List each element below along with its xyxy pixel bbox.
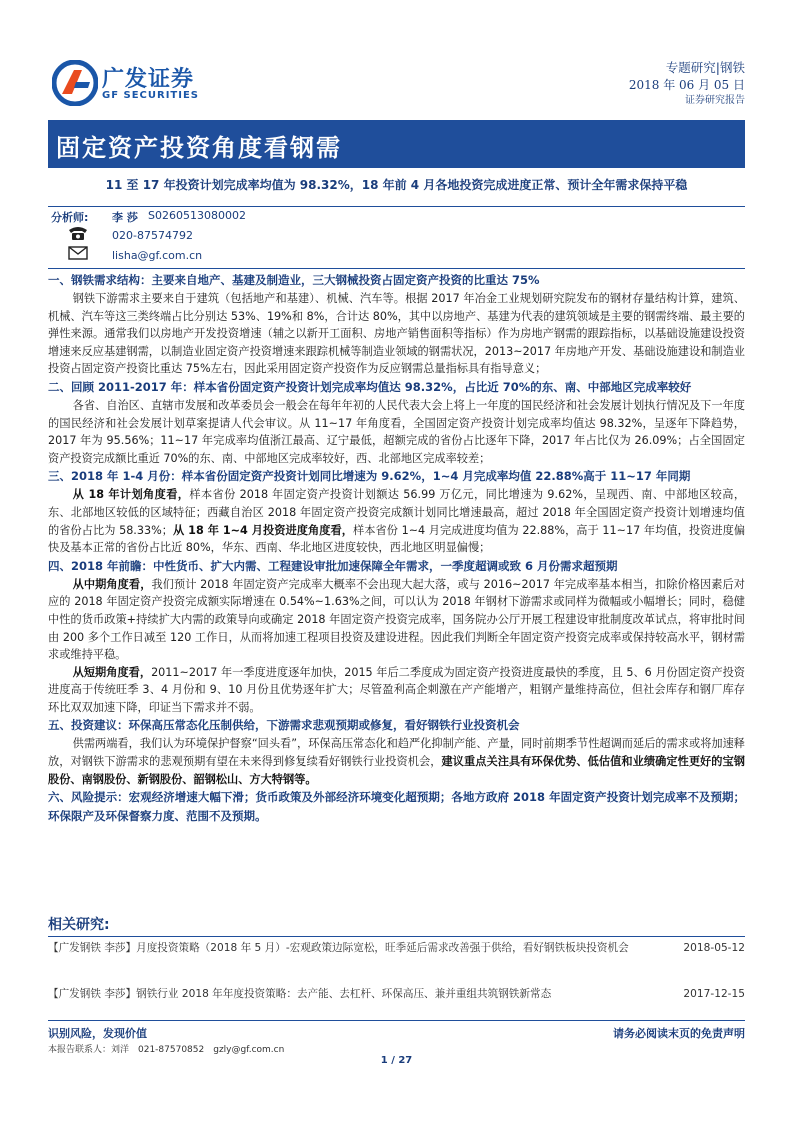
para-4b-body: 2011~2017 年一季度进度逐年加快，2015 年后二季度成为固定资产投资进度最快的季度，且 5、6 月份固定资产投资进度高于传统旺季 3、4 月份和 9、10 月份且优势逐年扩大；尽管盈利高企刺激在产产能增产，粗钢产量维持高位，但社会库存和钢厂库存环比双双加速下降，印证当下需求并不弱。	[48, 665, 745, 714]
report-type: 证券研究报告	[685, 95, 745, 106]
section-heading-6: 六、风险提示：宏观经济增速大幅下滑；货币政策及外部经济环境变化超预期；各地方政府 2018 年固定资产投资计划完成率不及预期；环保限产及环保督察力度、范围不及预期。	[48, 790, 745, 824]
phone-icon	[68, 225, 88, 241]
section-para-5	[48, 735, 745, 788]
page-title: 固定资产投资角度看钢需	[56, 134, 342, 162]
analyst-name: 李 莎	[112, 211, 138, 224]
related-item-date: 2017-12-15	[683, 988, 745, 1000]
email-icon	[68, 246, 88, 260]
footer-slogan: 识别风险，发现价值	[48, 1027, 147, 1040]
related-item[interactable]	[48, 984, 745, 1005]
related-item-text[interactable]: 【广发钢铁 李莎】钢铁行业 2018 年年度投资策略：去产能、去杠杆、环保高压、兼并重组共筑钢铁新常态	[48, 988, 552, 1000]
brand-name-en: GF SECURITIES	[102, 90, 200, 101]
footer-disclaimer-note: 请务必阅读末页的免责声明	[613, 1027, 745, 1040]
section-para-2: 各省、自治区、直辖市发展和改革委员会一般会在每年年初的人民代表大会上将上一年度的国民经济和社会发展计划执行情况及下一年度的国民经济和社会发展计划草案提请人代会审议。从 11~17 年角度看，全国固定资产投资计划完成率均值达 98.32%，呈逐年下降趋势，2017 年为 95.56%；11~17 年完成率均值浙江最高、辽宁最低，超额完成的省份占比逐年下降，2017 年占比仅为 26.09%；占全国固定资产投资完成额比重近 70%的东、南、中部地区完成率较好，西、北部地区完成率较差；	[48, 398, 745, 465]
analyst-cert-id: S0260513080002	[148, 209, 246, 222]
brand-name-cn: 广发证券	[102, 67, 195, 92]
page-footer	[48, 1020, 745, 1055]
report-subtitle: 11 至 17 年投资计划完成率均值为 98.32%，18 年前 4 月各地投资完成进度正常、预计全年需求保持平稳	[105, 178, 688, 192]
report-header-info	[629, 60, 745, 108]
section-heading-2: 二、回顾 2011-2017 年：样本省份固定资产投资计划完成率均值达 98.32%，占比近 70%的东、南、中部地区完成率较好	[48, 379, 692, 394]
related-item-date: 2018-05-12	[683, 942, 745, 954]
analyst-phone: 020-87574792	[112, 229, 193, 242]
section-para-4a	[48, 576, 745, 664]
section-heading-4: 四、2018 年前瞻：中性货币、扩大内需、工程建设审批加速保障全年需求，一季度超调或致 6 月份需求超预期	[48, 558, 618, 573]
section-heading-3: 三、2018 年 1-4 月份：样本省份固定资产投资计划同比增速为 9.62%，1~4 月完成率均值 22.88%高于 11~17 年同期	[48, 469, 691, 484]
section-heading-1: 一、钢铁需求结构：主要来自地产、基建及制造业，三大钢械投资占固定资产投资的比重达 75%	[48, 273, 540, 287]
section-heading-5: 五、投资建议：环保高压常态化压制供给，下游需求悲观预期或修复，看好钢铁行业投资机会	[48, 718, 520, 733]
para-4b-lead: 从短期角度看，	[72, 665, 152, 679]
para-3-tail: 样本省份 1~4 月完成进度均值为 22.88%，高于 11~17 年均值，投资进度偏快及基本正常的省份占比近 80%，华东、西南、华北地区进度较快，西北地区明显偏慢；	[48, 523, 746, 555]
related-item-text[interactable]: 【广发钢铁 李莎】月度投资策略（2018 年 5 月）-宏观政策边际宽松，旺季延后需求改善强于供给，看好钢铁板块投资机会	[48, 942, 629, 954]
para-4a-lead: 从中期角度看，	[72, 577, 152, 591]
analyst-label: 分析师:	[51, 211, 89, 224]
section-para-4b	[48, 664, 745, 717]
para-3-lead: 从 18 年计划角度看，	[72, 488, 190, 502]
title-band	[48, 120, 745, 168]
para-3-lead2: 从 18 年 1~4 月投资进度角度看，	[172, 523, 353, 537]
analyst-email[interactable]: lisha@gf.com.cn	[112, 249, 203, 262]
report-summary	[48, 268, 745, 826]
report-category: 专题研究|钢铁	[665, 60, 745, 75]
section-para-1: 钢铁下游需求主要来自于建筑（包括地产和基建）、机械、汽车等。根据 2017 年冶金工业规划研究院发布的钢材存量结构计算，建筑、机械、汽车等这三类终端占比分别达 53%、19%和 8%，合计达 80%，其中以房地产、基建为代表的建筑领域是主要的钢需终端、最主要的弹性来源。通常我们以房地产开发投资增速（辅之以新开工面积、房地产销售面积等指标）作为房地产钢需的跟踪指标，以基础设施建设投资增速来反应基建钢需，以制造业固定资产投资增速来跟踪机械等制造业领域的钢需状况，2013~2017 年房地产开发、基础设施建设和制造业投资占固定资产投资比重达 75%左右，因此采用固定资产投资作为反应钢需总量指标具有指导意义；	[48, 292, 745, 376]
section-para-3	[48, 486, 745, 556]
page-number: 1 / 27	[380, 1055, 413, 1066]
gf-logo-icon	[52, 60, 98, 106]
para-5-bold: 建议重点关注具有环保优势、低估值和业绩确定性更好的宝钢股份、南钢股份、新钢股份、韶钢松山、方大特钢等。	[48, 755, 745, 786]
para-5-body: 供需两端看，我们认为环境保护督察“回头看”，环保高压常态化和趋严化抑制产能、产量，同时前期季节性超调而延后的需求或将加速释放，对钢铁下游需求的悲观预期有望在未来得到修复续看好钢铁行业投资机会，	[48, 737, 745, 769]
company-logo	[52, 60, 242, 110]
para-4a-body: 我们预计 2018 年固定资产完成率大概率不会出现大起大落，或与 2016~2017 年完成率基本相当，扣除价格因素后对应的 2018 年固定资产投资完成额实际增速在 0.54%~1.63%之间，可以认为 2018 年钢材下游需求或同样为微幅或小幅增长；同时，稳健中性的货币政策+持续扩大内需的政策导向或确定 2018 年固定资产投资完成率，国务院办公厅开展工程建设审批制度改革试点，将审批时间由 200 多个工作日减至 120 工作日，从而将加速工程项目投资及建设进程。因此我们判断全年固定资产投资完成率或保持较高水平，钢材需求或维持平稳。	[48, 577, 745, 662]
related-research-title: 相关研究:	[48, 914, 745, 937]
analyst-block	[48, 206, 745, 264]
related-item[interactable]	[48, 938, 745, 959]
footer-contact: 本报告联系人：刘洋 021-87570852 gzly@gf.com.cn	[48, 1045, 285, 1055]
para-3-mid: 样本省份 2018 年固定资产投资计划额达 56.99 万亿元，同比增速为 9.62%，呈现西、南、中部地区较高，东、北部地区较低的区域特征；西藏自治区 2018 年固定资产投资完成额计划同比增速最高，超过 2018 年全国固定资产投资计划增速均值的省份占比为 58.33%；	[48, 488, 746, 537]
report-date: 2018 年 06 月 05 日	[628, 78, 745, 92]
